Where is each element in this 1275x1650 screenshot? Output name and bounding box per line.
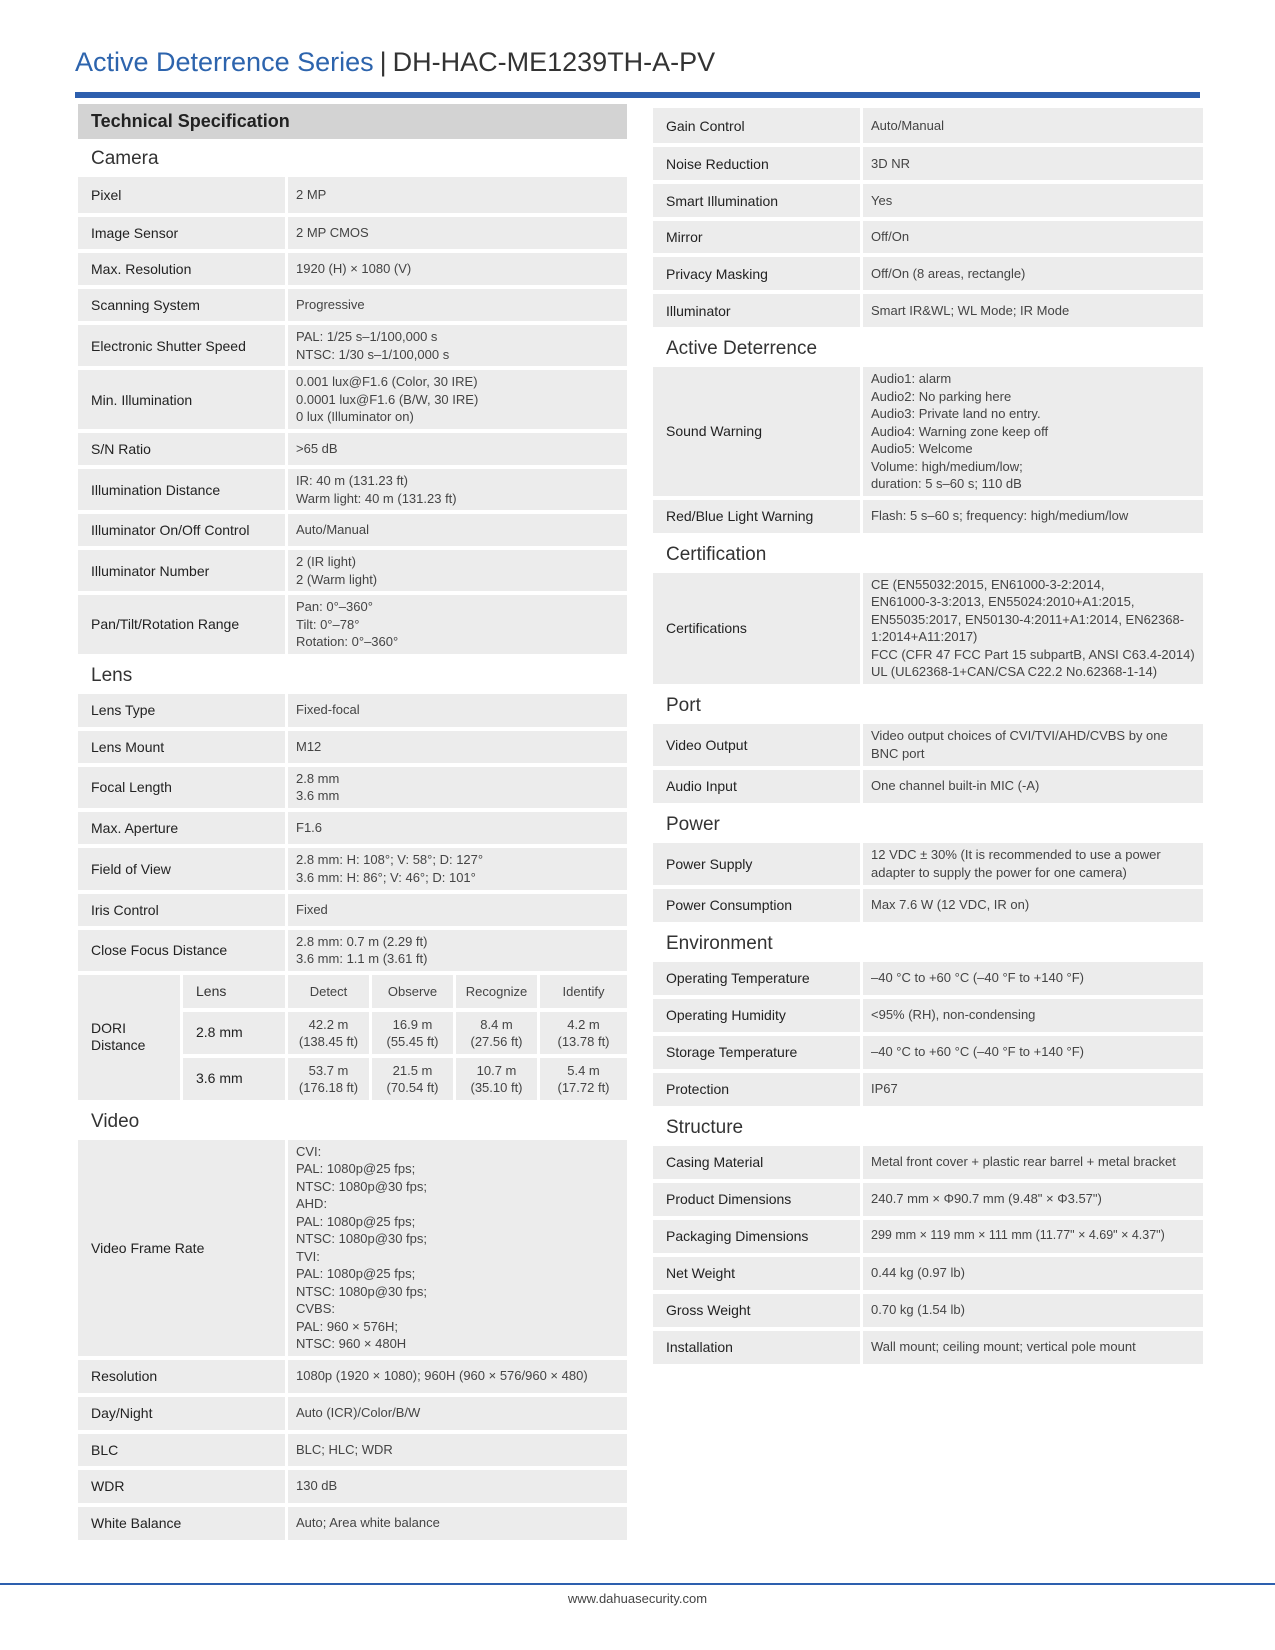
spec-value: Smart IR&WL; WL Mode; IR Mode [863,294,1203,327]
spec-value: 2.8 mm: H: 108°; V: 58°; D: 127° 3.6 mm: H: 86°; V: 46°; D: 101° [288,848,627,890]
dori-observe: 21.5 m (70.54 ft) [372,1058,456,1100]
spec-row [78,930,627,971]
model-number: DH-HAC-ME1239TH-A-PV [392,47,716,77]
spec-row [653,1257,1203,1290]
structure-spec-table [653,1142,1203,1368]
title-separator: | [379,47,387,77]
spec-key: Certifications [653,573,863,684]
spec-value: Auto/Manual [863,108,1203,143]
spec-row [653,1220,1203,1253]
dori-detect: 42.2 m (138.45 ft) [288,1012,372,1054]
spec-key: Pan/Tilt/Rotation Range [78,595,288,654]
spec-value: IR: 40 m (131.23 ft) Warm light: 40 m (131.23 ft) [288,469,627,510]
spec-key: Video Frame Rate [78,1140,288,1356]
spec-key: Privacy Masking [653,257,863,290]
spec-row [653,1146,1203,1179]
spec-row [78,1434,627,1466]
spec-value: –40 °C to +60 °C (–40 °F to +140 °F) [863,962,1203,995]
certification-spec-table [653,569,1203,688]
spec-row [78,514,627,546]
right-column [653,104,1203,1364]
spec-value: 2 MP CMOS [288,217,627,249]
spec-key: White Balance [78,1507,288,1540]
spec-key: Casing Material [653,1146,863,1179]
spec-row [653,889,1203,922]
spec-row [653,1294,1203,1327]
spec-value: 0.001 lux@F1.6 (Color, 30 IRE) 0.0001 lux@F1.6 (B/W, 30 IRE) 0 lux (Illuminator on) [288,370,627,429]
spec-key: Protection [653,1073,863,1106]
spec-value: 2.8 mm: 0.7 m (2.29 ft) 3.6 mm: 1.1 m (3.61 ft) [288,930,627,971]
spec-key: Operating Humidity [653,999,863,1032]
footer-rule [0,1583,1275,1585]
spec-row [78,289,627,321]
power-spec-table [653,839,1203,926]
spec-value: Max 7.6 W (12 VDC, IR on) [863,889,1203,922]
spec-value: BLC; HLC; WDR [288,1434,627,1466]
spec-key: Gain Control [653,108,863,143]
dori-recognize: 10.7 m (35.10 ft) [456,1058,540,1100]
spec-key: Gross Weight [653,1294,863,1327]
series-name: Active Deterrence Series [75,47,374,77]
spec-value: 299 mm × 119 mm × 111 mm (11.77" × 4.69" × 4.37") [863,1220,1203,1253]
lens-spec-table [78,690,627,975]
spec-key: Mirror [653,221,863,253]
dori-header-lens: Lens [183,975,288,1008]
spec-row [78,325,627,366]
active-deterrence-spec-table [653,363,1203,537]
spec-value: Video output choices of CVI/TVI/AHD/CVBS by one BNC port [863,724,1203,766]
camera-spec-table [78,173,627,658]
spec-value: Auto/Manual [288,514,627,546]
spec-value: –40 °C to +60 °C (–40 °F to +140 °F) [863,1036,1203,1069]
spec-row [653,573,1203,684]
dori-label: DORI Distance [78,975,183,1100]
spec-key: Day/Night [78,1397,288,1430]
video-spec-table [78,1136,627,1544]
spec-row [653,257,1203,290]
dori-header-row [78,975,627,1008]
spec-key: Lens Type [78,694,288,727]
spec-key: Resolution [78,1360,288,1393]
spec-row [78,694,627,727]
spec-key: Noise Reduction [653,147,863,180]
dori-lens: 3.6 mm [183,1058,288,1100]
spec-value: 2 MP [288,177,627,213]
spec-key: Illuminator Number [78,550,288,591]
spec-value: 1920 (H) × 1080 (V) [288,253,627,285]
spec-value: Off/On [863,221,1203,253]
video-cont-spec-table [653,104,1203,331]
spec-row [653,367,1203,496]
spec-value: 2 (IR light) 2 (Warm light) [288,550,627,591]
spec-key: Close Focus Distance [78,930,288,971]
dori-header-recognize: Recognize [456,975,540,1008]
dori-detect: 53.7 m (176.18 ft) [288,1058,372,1100]
spec-key: Max. Aperture [78,812,288,844]
spec-key: Power Consumption [653,889,863,922]
section-active-deterrence-heading: Active Deterrence [666,338,818,359]
spec-value: 12 VDC ± 30% (It is recommended to use a power adapter to supply the power for one camera) [863,843,1203,885]
section-video-heading: Video [91,1110,140,1132]
spec-key: Max. Resolution [78,253,288,285]
spec-row [653,843,1203,885]
section-port-heading: Port [666,694,701,716]
spec-row [78,848,627,890]
spec-row [78,1140,627,1356]
spec-key: Product Dimensions [653,1183,863,1216]
spec-value: Flash: 5 s–60 s; frequency: high/medium/low [863,500,1203,533]
spec-row [653,221,1203,253]
spec-key: S/N Ratio [78,433,288,465]
spec-row [653,724,1203,766]
spec-row [653,1036,1203,1069]
header-rule [75,92,1200,98]
spec-row [78,253,627,285]
spec-value: Audio1: alarm Audio2: No parking here Audio3: Private land no entry. Audio4: Warning zone keep off Audio5: Welcome Volume: high/medium/low; duration: 5 s–60 s; 110 dB [863,367,1203,496]
spec-value: Yes [863,184,1203,217]
spec-key: Iris Control [78,894,288,926]
spec-key: Installation [653,1331,863,1364]
spec-value: Progressive [288,289,627,321]
dori-header-detect: Detect [288,975,372,1008]
spec-row [653,1331,1203,1364]
spec-key: Operating Temperature [653,962,863,995]
spec-row [78,812,627,844]
spec-key: Sound Warning [653,367,863,496]
spec-key: Scanning System [78,289,288,321]
dori-identify: 5.4 m (17.72 ft) [540,1058,627,1100]
spec-value: >65 dB [288,433,627,465]
spec-row [78,767,627,808]
spec-row [78,1470,627,1503]
spec-key: Red/Blue Light Warning [653,500,863,533]
spec-row [78,370,627,429]
spec-key: Lens Mount [78,731,288,763]
footer-url[interactable]: www.dahuasecurity.com [567,1591,708,1606]
spec-row [78,217,627,249]
spec-key: Illumination Distance [78,469,288,510]
spec-value: 0.44 kg (0.97 lb) [863,1257,1203,1290]
spec-row [78,1507,627,1540]
section-environment-heading: Environment [666,932,773,954]
dori-observe: 16.9 m (55.45 ft) [372,1012,456,1054]
spec-value: Auto (ICR)/Color/B/W [288,1397,627,1430]
spec-row [78,731,627,763]
spec-value: One channel built-in MIC (-A) [863,770,1203,803]
spec-key: BLC [78,1434,288,1466]
spec-row [78,550,627,591]
spec-value: 1080p (1920 × 1080); 960H (960 × 576/960 × 480) [288,1360,627,1393]
spec-row [653,500,1203,533]
spec-key: Audio Input [653,770,863,803]
spec-value: 240.7 mm × Φ90.7 mm (9.48" × Φ3.57") [863,1183,1203,1216]
spec-key: Storage Temperature [653,1036,863,1069]
spec-value: CE (EN55032:2015, EN61000-3-2:2014, EN61000-3-3:2013, EN55024:2010+A1:2015, EN55035:2017, EN50130-4:2011+A1:2014, EN62368- 1:2014+A11:2017) FCC (CFR 47 FCC Part 15 subpartB, ANSI C63.4-2014) UL (UL62368-1+CAN/CSA C22.2 No.62368-1-14) [863,573,1203,684]
section-camera-heading: Camera [91,148,159,169]
spec-key: Net Weight [653,1257,863,1290]
spec-row [78,433,627,465]
left-column [78,104,627,1540]
spec-row [78,1397,627,1430]
spec-row [78,177,627,213]
spec-row [653,770,1203,803]
spec-value: Off/On (8 areas, rectangle) [863,257,1203,290]
spec-value: CVI: PAL: 1080p@25 fps; NTSC: 1080p@30 fps; AHD: PAL: 1080p@25 fps; NTSC: 1080p@30 fps; TVI: PAL: 1080p@25 fps; NTSC: 1080p@30 fps; CVBS: PAL: 960 × 576H; NTSC: 960 × 480H [288,1140,627,1356]
dori-distance-table [78,971,627,1104]
spec-row [653,1073,1203,1106]
spec-value: Pan: 0°–360° Tilt: 0°–78° Rotation: 0°–360° [288,595,627,654]
spec-value: 3D NR [863,147,1203,180]
tech-spec-title: Technical Specification [78,104,627,139]
spec-key: Field of View [78,848,288,890]
spec-value: F1.6 [288,812,627,844]
spec-key: WDR [78,1470,288,1503]
spec-key: Electronic Shutter Speed [78,325,288,366]
dori-header-identify: Identify [540,975,627,1008]
spec-key: Video Output [653,724,863,766]
spec-row [78,1360,627,1393]
section-power-heading: Power [666,813,720,835]
spec-key: Power Supply [653,843,863,885]
spec-row [653,1183,1203,1216]
spec-value: PAL: 1/25 s–1/100,000 s NTSC: 1/30 s–1/100,000 s [288,325,627,366]
spec-key: Pixel [78,177,288,213]
spec-row [653,962,1203,995]
spec-value: Auto; Area white balance [288,1507,627,1540]
spec-value: 0.70 kg (1.54 lb) [863,1294,1203,1327]
dori-lens: 2.8 mm [183,1012,288,1054]
spec-value: 2.8 mm 3.6 mm [288,767,627,808]
spec-value: 130 dB [288,1470,627,1503]
dori-recognize: 8.4 m (27.56 ft) [456,1012,540,1054]
spec-key: Smart Illumination [653,184,863,217]
spec-value: IP67 [863,1073,1203,1106]
spec-row [653,108,1203,143]
page-title [75,47,715,78]
spec-value: Fixed-focal [288,694,627,727]
spec-row [653,147,1203,180]
spec-value: M12 [288,731,627,763]
dori-identify: 4.2 m (13.78 ft) [540,1012,627,1054]
spec-row [653,294,1203,327]
spec-key: Focal Length [78,767,288,808]
spec-key: Illuminator On/Off Control [78,514,288,546]
spec-value: Fixed [288,894,627,926]
spec-row [653,184,1203,217]
spec-row [78,595,627,654]
dori-header-observe: Observe [372,975,456,1008]
spec-row [78,469,627,510]
spec-value: Metal front cover + plastic rear barrel + metal bracket [863,1146,1203,1179]
spec-key: Illuminator [653,294,863,327]
spec-key: Min. Illumination [78,370,288,429]
section-lens-heading: Lens [91,664,133,686]
section-structure-heading: Structure [666,1116,744,1138]
spec-value: Wall mount; ceiling mount; vertical pole mount [863,1331,1203,1364]
spec-row [78,894,627,926]
spec-key: Image Sensor [78,217,288,249]
section-certification-heading: Certification [666,543,767,565]
spec-key: Packaging Dimensions [653,1220,863,1253]
spec-row [653,999,1203,1032]
environment-spec-table [653,958,1203,1110]
spec-value: <95% (RH), non-condensing [863,999,1203,1032]
port-spec-table [653,720,1203,807]
